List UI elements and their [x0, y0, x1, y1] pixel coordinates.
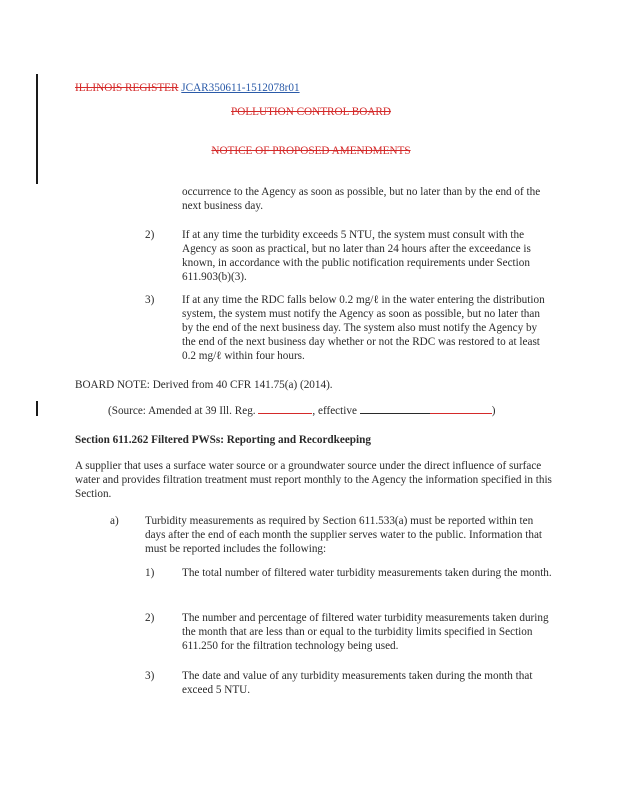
register-id: JCAR350611-1512078r01 [181, 82, 300, 94]
item-number: 3) [145, 294, 155, 306]
section-heading: Section 611.262 Filtered PWSs: Reporting and Recordkeeping [75, 434, 371, 446]
source-date-blank [360, 413, 430, 414]
continuation-text: occurrence to the Agency as soon as possible, but no later than by the end of the next business day. [182, 186, 541, 212]
register-header [75, 81, 300, 95]
section-intro: A supplier that uses a surface water source or a groundwater source under the direct influence of surface water and provides filtration treatment must report monthly to the Agency the information specified in this Section. [75, 460, 552, 500]
item-text: The number and percentage of filtered water turbidity measurements taken during the month that are less than or equal to the turbidity limits specified in Section 611.250 for the filtration technology being used. [182, 612, 549, 652]
item-number: 3) [145, 670, 155, 682]
board-title: POLLUTION CONTROL BOARD [231, 106, 391, 118]
item-number: 1) [145, 567, 155, 579]
subsection-text: Turbidity measurements as required by Section 611.533(a) must be reported within ten days after the end of each month the supplier serves water to the public. Information that must be reported includes the following: [145, 515, 543, 555]
item-number: 2) [145, 612, 155, 624]
item-text: If at any time the turbidity exceeds 5 NTU, the system must consult with the Agency as soon as practical, but no later than 24 hours after the exceedance is known, in accordance with the public notification requirements under Section 611.903(b)(3). [182, 229, 531, 283]
change-bar-source [36, 401, 38, 416]
source-date-blank-red [430, 413, 492, 414]
item-text: The total number of filtered water turbidity measurements taken during the month. [182, 567, 552, 579]
item-text: The date and value of any turbidity measurements taken during the month that exceed 5 NTU. [182, 670, 533, 696]
source-prefix: (Source: Amended at 39 Ill. Reg. [108, 405, 256, 417]
board-note: BOARD NOTE: Derived from 40 CFR 141.75(a) (2014). [75, 379, 333, 391]
change-bar-top [36, 74, 38, 184]
item-text: If at any time the RDC falls below 0.2 mg/ℓ in the water entering the distribution system, the system must notify the Agency as soon as possible, but no later than by the end of the next business day. The system also must notify the Agency by the end of the next business day whether or not the RDC was restored to at least 0.2 mg/ℓ within four hours. [182, 294, 545, 362]
source-suffix: ) [491, 405, 496, 417]
source-middle: , effective [312, 405, 357, 417]
register-strike-text: ILLINOIS REGISTER [75, 82, 179, 94]
subsection-number: a) [110, 515, 119, 527]
item-number: 2) [145, 229, 155, 241]
source-line [108, 404, 568, 418]
notice-title: NOTICE OF PROPOSED AMENDMENTS [211, 145, 411, 157]
source-volume-blank [258, 413, 312, 414]
